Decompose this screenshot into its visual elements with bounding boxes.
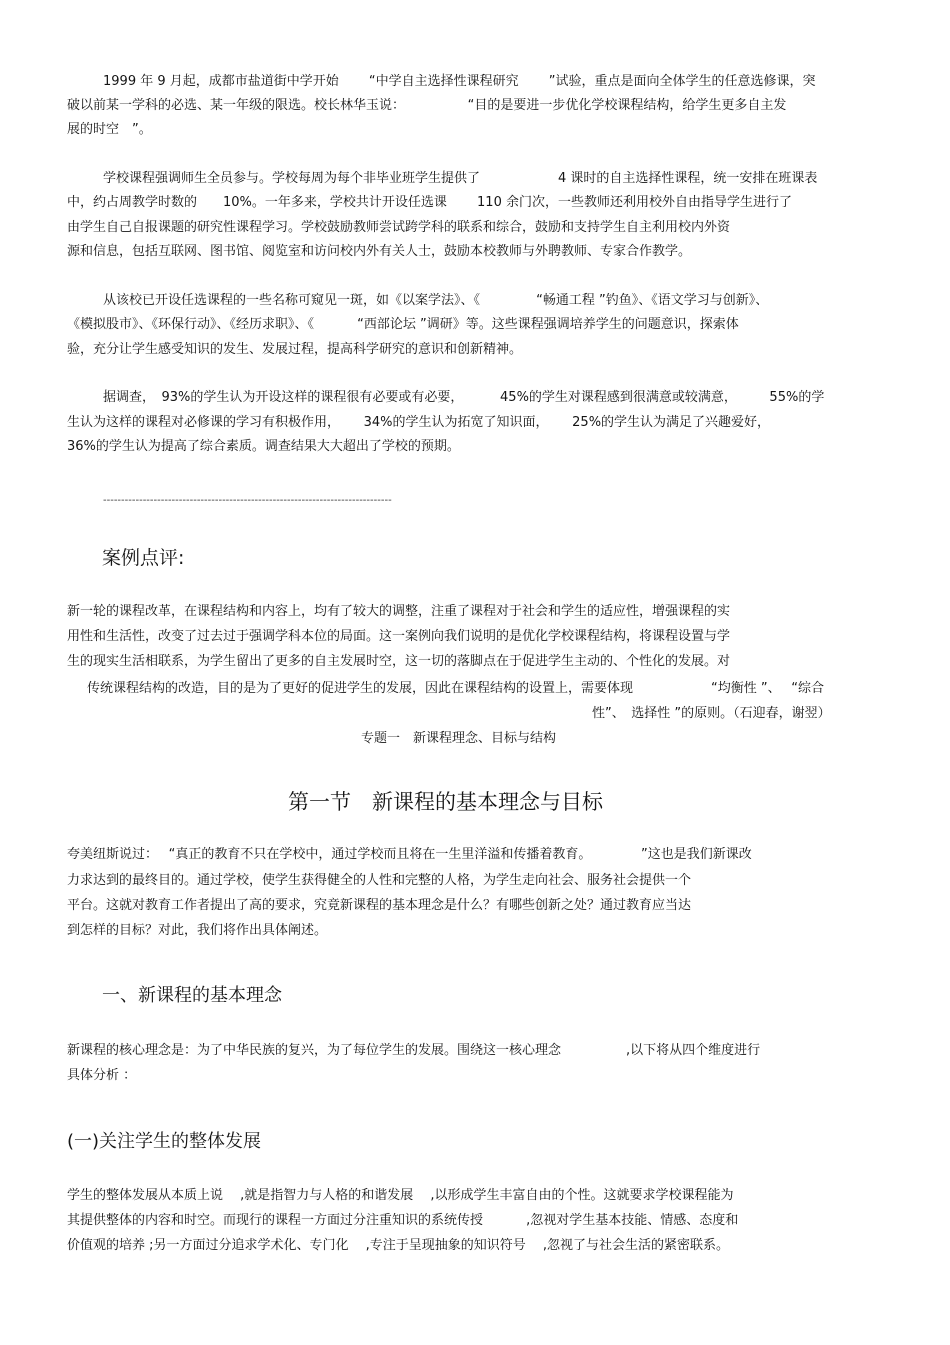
- core-line-2: 具体分析 ：: [67, 1068, 137, 1083]
- review-line-3: 生的现实生活相联系，为学生留出了更多的自主发展时空，这一切的落脚点在于促进学生主动的、个性化的发展。对: [67, 654, 731, 669]
- case-p4-line-3: 36%的学生认为提高了综合素质。调查结果大大超出了学校的预期。: [67, 439, 460, 454]
- subsection-title: 一、新课程的基本理念: [102, 985, 282, 1006]
- case-p4-line-2: 生认为这样的课程对必修课的学习有积极作用， 34%的学生认为拓宽了知识面， 25%的学生认为满足了兴趣爱好，: [67, 415, 771, 430]
- case-review-heading: 案例点评:: [102, 547, 185, 569]
- intro-line-3: 平台。这就对教育工作者提出了高的要求，究竟新课程的基本理念是什么？有哪些创新之处？通过教育应当达: [67, 898, 692, 913]
- case-p2-line-4: 源和信息，包括互联网、图书馆、阅览室和访问校内外有关人士，鼓励本校教师与外聘教师、专家合作教学。: [67, 244, 692, 259]
- review-line-5: 性”、 选择性 ”的原则。（石迎春，谢翌）: [592, 706, 831, 721]
- intro-line-2: 力求达到的最终目的。通过学校，使学生获得健全的人性和完整的人格，为学生走向社会、服务社会提供一个: [67, 873, 692, 888]
- case-p1-line-1: 1999 年 9 月起，成都市盐道街中学开始 “中学自主选择性课程研究 ”试验，重点是面向全体学生的任意选修课，突: [103, 74, 816, 89]
- review-line-4: 传统课程结构的改造，目的是为了更好的促进学生的发展，因此在课程结构的设置上，需要体现 “均衡性 ”、 “综合: [87, 681, 824, 696]
- review-line-2: 用性和生活性，改变了过去过于强调学科本位的局面。这一案例向我们说明的是优化学校课程结构，将课程设置与学: [67, 629, 731, 644]
- topic-line: 专题一 新课程理念、目标与结构: [361, 731, 557, 746]
- case-p1-line-2: 破以前某一学科的必选、某一年级的限选。校长林华玉说： “目的是要进一步优化学校课程结构，给学生更多自主发: [67, 98, 787, 113]
- case-p3-line-2: 《模拟股市》、《环保行动》、《经历求职》、《 “西部论坛 ”调研》等。这些课程强调培养学生的问题意识，探索体: [67, 317, 739, 332]
- review-line-1: 新一轮的课程改革，在课程结构和内容上，均有了较大的调整，注重了课程对于社会和学生的适应性，增强课程的实: [67, 604, 731, 619]
- core-line-1: 新课程的核心理念是：为了中华民族的复兴，为了每位学生的发展。围绕这一核心理念 ,以下将从四个维度进行: [67, 1043, 761, 1058]
- dimension-line-1: 学生的整体发展从本质上说 ,就是指智力与人格的和谐发展 ,以形成学生丰富自由的个性。这就要求学校课程能为: [67, 1188, 734, 1203]
- dimension-title: (一)关注学生的整体发展: [67, 1131, 262, 1152]
- case-p4-line-1: 据调查， 93%的学生认为开设这样的课程很有必要或有必要， 45%的学生对课程感到很满意或较满意， 55%的学: [103, 390, 825, 405]
- case-p2-line-1: 学校课程强调师生全员参与。学校每周为每个非毕业班学生提供了 4 课时的自主选择性课程，统一安排在班课表: [103, 171, 818, 186]
- case-p1-line-3: 展的时空 ”。: [67, 122, 152, 137]
- divider-line: --------------------------------------------------------------------------------: [103, 495, 392, 506]
- dimension-line-3: 价值观的培养 ;另一方面过分追求学术化、专门化 ,专注于呈现抽象的知识符号 ,忽视了与社会生活的紧密联系。: [67, 1238, 730, 1253]
- dimension-line-2: 其提供整体的内容和时空。而现行的课程一方面过分注重知识的系统传授 ,忽视对学生基本技能、情感、态度和: [67, 1213, 739, 1228]
- intro-line-4: 到怎样的目标？对此，我们将作出具体阐述。: [67, 923, 328, 938]
- intro-line-1: 夸美纽斯说过： “真正的教育不只在学校中，通过学校而且将在一生里洋溢和传播着教育。 ”这也是我们新课改: [67, 847, 752, 862]
- case-p3-line-3: 验，充分让学生感受知识的发生、发展过程，提高科学研究的意识和创新精神。: [67, 342, 523, 357]
- case-p3-line-1: 从该校已开设任选课程的一些名称可窥见一斑，如《以案学法》、《 “畅通工程 ”钓鱼》、《语文学习与创新》、: [103, 293, 769, 308]
- section-title: 第一节 新课程的基本理念与目标: [288, 790, 603, 814]
- case-p2-line-3: 由学生自己自报课题的研究性课程学习。学校鼓励教师尝试跨学科的联系和综合，鼓励和支持学生自主利用校内外资: [67, 220, 731, 235]
- case-p2-line-2: 中，约占周教学时数的 10%。一年多来，学校共计开设任选课 110 余门次，一些教师还利用校外自由指导学生进行了: [67, 195, 792, 210]
